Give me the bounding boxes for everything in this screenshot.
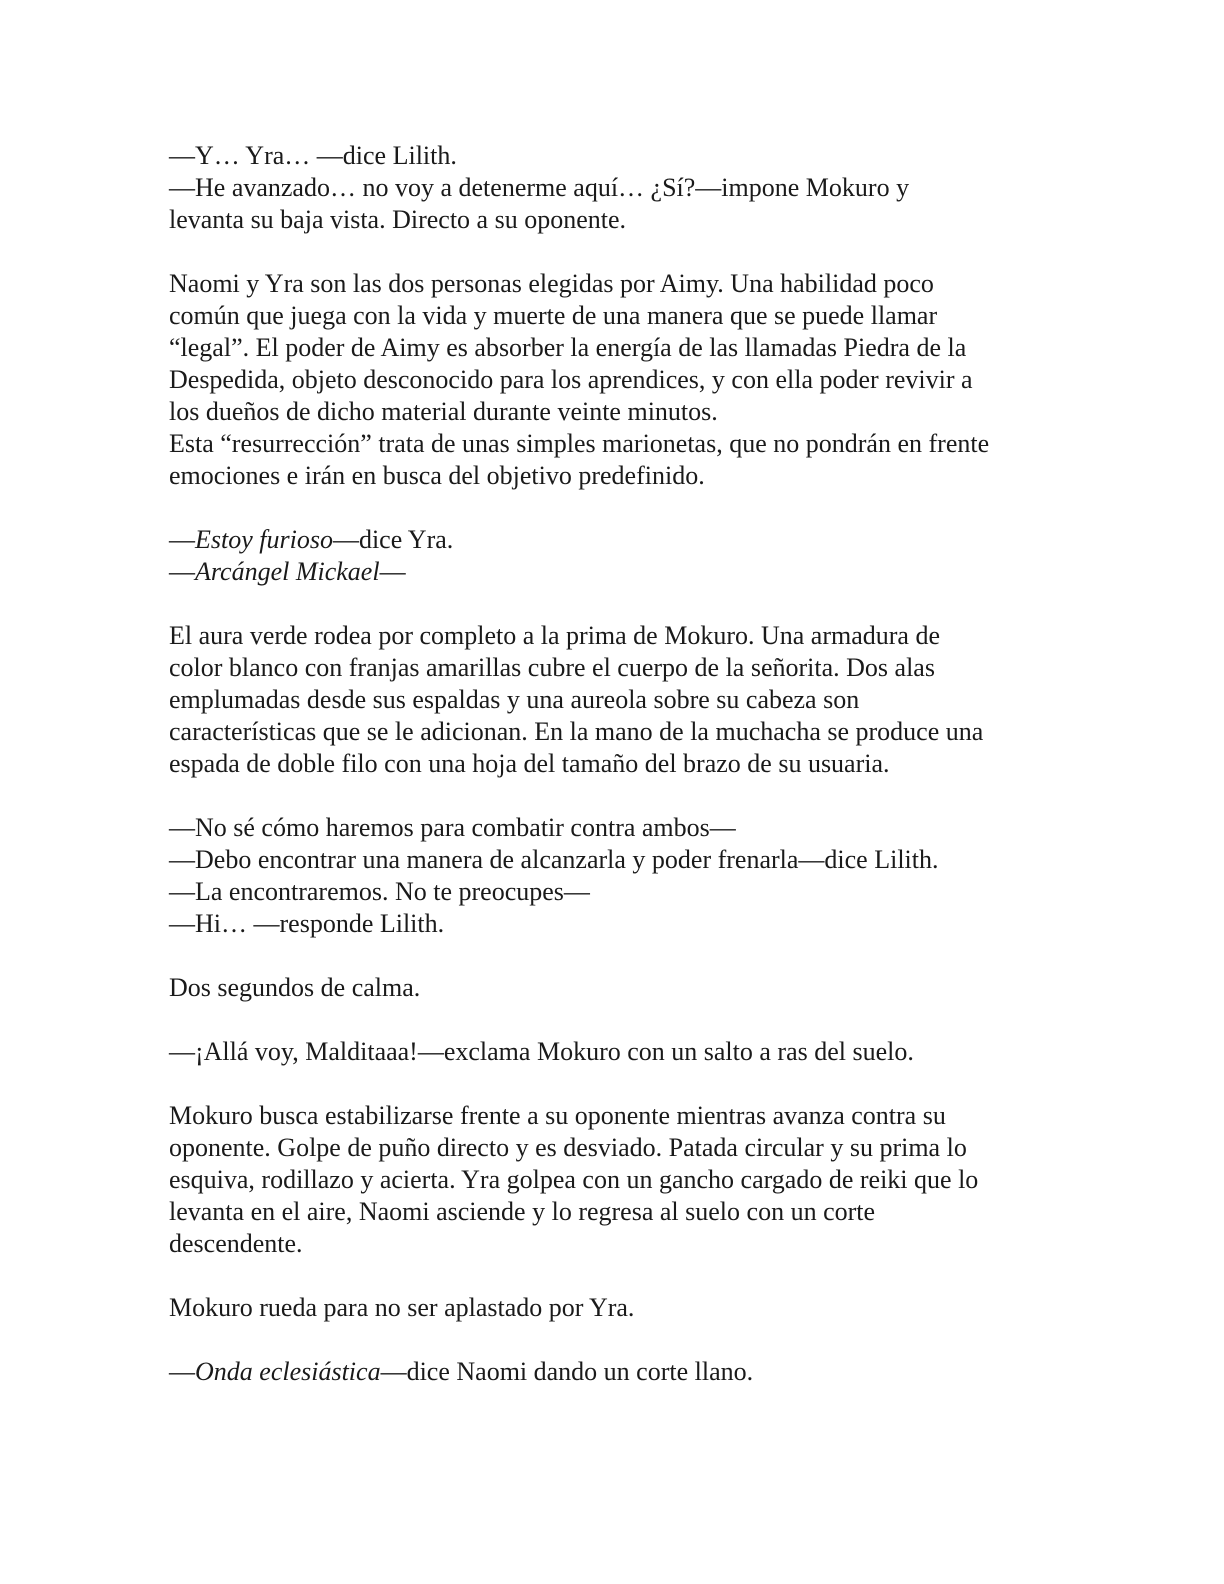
text-line bbox=[169, 332, 1059, 364]
text-run: —La encontraremos. No te preocupes— bbox=[169, 877, 590, 906]
paragraph bbox=[169, 268, 1059, 492]
text-run: Mokuro busca estabilizarse frente a su oponente mientras avanza contra su bbox=[169, 1101, 946, 1130]
text-run: — bbox=[169, 557, 195, 586]
text-line bbox=[169, 364, 1059, 396]
text-line bbox=[169, 908, 1059, 940]
text-run: —He avanzado… no voy a detenerme aquí… ¿Sí?—impone Mokuro y bbox=[169, 173, 910, 202]
text-line bbox=[169, 716, 1059, 748]
text-line bbox=[169, 556, 1059, 588]
text-run: color blanco con franjas amarillas cubre el cuerpo de la señorita. Dos alas bbox=[169, 653, 935, 682]
text-line bbox=[169, 684, 1059, 716]
text-run: —¡Allá voy, Malditaaa!—exclama Mokuro con un salto a ras del suelo. bbox=[169, 1037, 914, 1066]
document-page bbox=[169, 140, 1059, 1420]
italic-text-run: Estoy furioso bbox=[195, 525, 333, 554]
text-run: emplumadas desde sus espaldas y una aureola sobre su cabeza son bbox=[169, 685, 860, 714]
paragraph bbox=[169, 1356, 1059, 1388]
text-line bbox=[169, 844, 1059, 876]
text-line bbox=[169, 652, 1059, 684]
text-line bbox=[169, 428, 1059, 460]
text-line bbox=[169, 1292, 1059, 1324]
text-line bbox=[169, 1196, 1059, 1228]
text-line bbox=[169, 1132, 1059, 1164]
paragraph bbox=[169, 972, 1059, 1004]
text-run: común que juega con la vida y muerte de una manera que se puede llamar bbox=[169, 301, 938, 330]
text-line bbox=[169, 748, 1059, 780]
paragraph bbox=[169, 812, 1059, 940]
text-run: — bbox=[169, 525, 195, 554]
paragraph bbox=[169, 1036, 1059, 1068]
paragraph bbox=[169, 620, 1059, 780]
text-line bbox=[169, 972, 1059, 1004]
text-run: —Y… Yra… —dice Lilith. bbox=[169, 141, 457, 170]
text-line bbox=[169, 1100, 1059, 1132]
text-run: emociones e irán en busca del objetivo predefinido. bbox=[169, 461, 705, 490]
text-line bbox=[169, 1228, 1059, 1260]
text-run: —dice Naomi dando un corte llano. bbox=[380, 1357, 754, 1386]
text-run: descendente. bbox=[169, 1229, 303, 1258]
text-line bbox=[169, 204, 1059, 236]
text-run: —dice Yra. bbox=[332, 525, 454, 554]
text-run: Mokuro rueda para no ser aplastado por Yra. bbox=[169, 1293, 635, 1322]
text-run: Naomi y Yra son las dos personas elegidas por Aimy. Una habilidad poco bbox=[169, 269, 934, 298]
text-run: oponente. Golpe de puño directo y es desviado. Patada circular y su prima lo bbox=[169, 1133, 967, 1162]
paragraph bbox=[169, 524, 1059, 588]
italic-text-run: Onda eclesiástica bbox=[195, 1357, 381, 1386]
text-run: esquiva, rodillazo y acierta. Yra golpea con un gancho cargado de reiki que lo bbox=[169, 1165, 979, 1194]
text-run: “legal”. El poder de Aimy es absorber la energía de las llamadas Piedra de la bbox=[169, 333, 967, 362]
paragraph bbox=[169, 140, 1059, 236]
text-run: los dueños de dicho material durante veinte minutos. bbox=[169, 397, 718, 426]
paragraph bbox=[169, 1100, 1059, 1260]
paragraph bbox=[169, 1292, 1059, 1324]
text-line bbox=[169, 620, 1059, 652]
text-line bbox=[169, 1036, 1059, 1068]
text-line bbox=[169, 1356, 1059, 1388]
text-run: —Debo encontrar una manera de alcanzarla y poder frenarla—dice Lilith. bbox=[169, 845, 939, 874]
text-line bbox=[169, 140, 1059, 172]
text-run: — bbox=[169, 1357, 195, 1386]
text-run: —Hi… —responde Lilith. bbox=[169, 909, 445, 938]
text-line bbox=[169, 812, 1059, 844]
text-run: — bbox=[379, 557, 406, 586]
text-run: Dos segundos de calma. bbox=[169, 973, 421, 1002]
text-line bbox=[169, 524, 1059, 556]
text-line bbox=[169, 396, 1059, 428]
text-line bbox=[169, 172, 1059, 204]
text-run: Despedida, objeto desconocido para los aprendices, y con ella poder revivir a bbox=[169, 365, 973, 394]
text-run: —No sé cómo haremos para combatir contra ambos— bbox=[169, 813, 736, 842]
text-line bbox=[169, 300, 1059, 332]
text-line bbox=[169, 268, 1059, 300]
italic-text-run: Arcángel Mickael bbox=[195, 557, 380, 586]
text-run: espada de doble filo con una hoja del tamaño del brazo de su usuaria. bbox=[169, 749, 890, 778]
text-line bbox=[169, 876, 1059, 908]
text-run: El aura verde rodea por completo a la prima de Mokuro. Una armadura de bbox=[169, 621, 941, 650]
text-line bbox=[169, 460, 1059, 492]
text-run: características que se le adicionan. En la mano de la muchacha se produce una bbox=[169, 717, 984, 746]
text-run: levanta en el aire, Naomi asciende y lo regresa al suelo con un corte bbox=[169, 1197, 876, 1226]
text-line bbox=[169, 1164, 1059, 1196]
text-run: Esta “resurrección” trata de unas simples marionetas, que no pondrán en frente bbox=[169, 429, 990, 458]
text-run: levanta su baja vista. Directo a su oponente. bbox=[169, 205, 627, 234]
